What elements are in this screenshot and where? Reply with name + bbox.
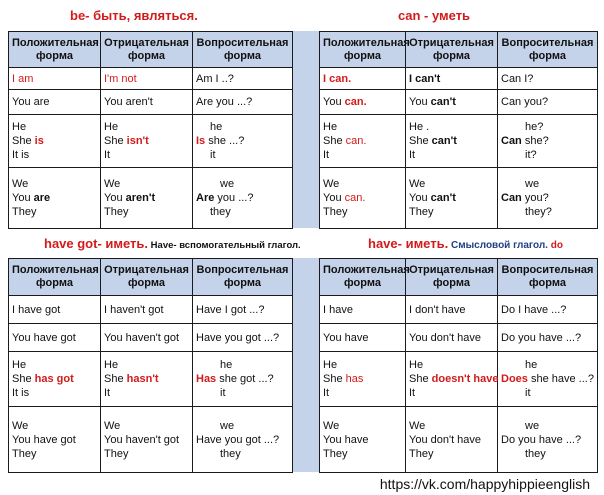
can-r1-positive: I can. [320,68,406,90]
verb-highlight: Has [196,373,217,385]
have-r2-negative: You don't have [406,324,498,352]
header-negative: Отрицательная форма [101,32,193,68]
header-positive: Положительная форма [9,32,101,68]
verb-highlight: Are [196,192,215,204]
be-title [70,8,198,23]
be-r1-negative: I'm not [101,68,193,90]
have-got-r4-negative: We You haven't got They [101,407,193,473]
header-negative: Отрицательная форма [406,32,498,68]
be-r3-negative: He She isn't It [101,115,193,168]
can-r3-negative: He . She can't It [406,115,498,168]
header-question: Вопросительная форма [498,32,598,68]
header-negative: Отрицательная форма [406,259,498,296]
verb-highlight: Can [501,192,522,204]
be-r4-negative: We You aren't They [101,168,193,229]
have-got-title [44,236,301,251]
be-title-verb: be- [70,8,90,23]
have-title-verb: have- иметь. [368,236,449,251]
header-question: Вопросительная форма [193,32,293,68]
header-negative: Отрицательная форма [101,259,193,296]
have-table [319,258,598,473]
verb-highlight: Does [501,373,528,385]
can-r3-question: he? Can she? it? [498,115,598,168]
can-r1-negative: I can't [406,68,498,90]
verb-highlight: Can [501,135,522,147]
be-r3-positive: He She is It is [9,115,101,168]
verb-highlight: can't [430,96,456,108]
have-got-r3-positive: He She has got It is [9,352,101,407]
be-r2-negative: You aren't [101,90,193,115]
header-positive: Положительная форма [320,259,406,296]
can-r4-question: we Can you? they? [498,168,598,229]
can-title [398,8,470,23]
verb-highlight: has [345,373,364,385]
verb-highlight: are [33,192,51,204]
be-title-meaning: быть, являться. [89,8,198,23]
have-got-r1-negative: I haven't got [101,296,193,324]
have-title-do: do [547,240,563,251]
have-got-title-verb: have got- иметь. [44,236,149,251]
can-r4-positive: We You can. They [320,168,406,229]
be-r2-question: Are you ...? [193,90,293,115]
have-r2-question: Do you have ...? [498,324,598,352]
verb-highlight: doesn't have [431,373,499,385]
verb-highlight: aren't [125,192,156,204]
have-got-r2-question: Have you got ...? [193,324,293,352]
verb-highlight: Is [196,135,206,147]
verb-highlight: has got [34,373,74,385]
have-got-r1-positive: I have got [9,296,101,324]
verb-highlight: can. [345,135,367,147]
have-r2-positive: You have [320,324,406,352]
source-link[interactable]: https://vk.com/happyhippieenglish [379,476,590,492]
have-got-r2-positive: You have got [9,324,101,352]
be-table [8,31,293,229]
be-r1-positive: I am [9,68,101,90]
can-title-meaning: - уметь [420,8,471,23]
have-got-r2-negative: You haven't got [101,324,193,352]
have-r3-negative: He She doesn't have It [406,352,498,407]
have-got-r3-negative: He She hasn't It [101,352,193,407]
can-r2-positive: You can. [320,90,406,115]
can-r1-question: Can I? [498,68,598,90]
be-r4-question: we Are you ...? they [193,168,293,229]
header-positive: Положительная форма [320,32,406,68]
have-r3-positive: He She has It [320,352,406,407]
be-r1-question: Am I ..? [193,68,293,90]
verb-highlight: isn't [126,135,149,147]
have-r1-negative: I don't have [406,296,498,324]
verb-highlight: can. [344,192,366,204]
be-r2-positive: You are [9,90,101,115]
verb-highlight: hasn't [126,373,159,385]
have-got-table [8,258,293,473]
have-title [368,236,563,251]
have-r3-question: he Does she have ...? it [498,352,598,407]
be-r4-positive: We You are They [9,168,101,229]
verb-highlight: can. [344,96,367,108]
header-question: Вопросительная форма [498,259,598,296]
can-title-verb: can [398,8,421,23]
divider-strip-bottom [292,258,319,472]
divider-strip-top [292,31,319,228]
verb-highlight: can't [430,192,456,204]
verb-highlight: can't [431,135,457,147]
have-r1-question: Do I have ...? [498,296,598,324]
can-table [319,31,598,229]
have-r4-question: we Do you have ...? they [498,407,598,473]
can-r2-question: Can you? [498,90,598,115]
header-question: Вопросительная форма [193,259,293,296]
have-got-title-note: Have- вспомогательный глагол. [148,240,301,251]
have-got-r4-question: we Have you got ...? they [193,407,293,473]
have-r1-positive: I have [320,296,406,324]
can-r2-negative: You can't [406,90,498,115]
can-r3-positive: He She can. It [320,115,406,168]
have-got-r3-question: he Has she got ...? it [193,352,293,407]
have-got-r4-positive: We You have got They [9,407,101,473]
have-title-note: Смысловой глагол. [448,240,548,251]
header-positive: Положительная форма [9,259,101,296]
have-r4-negative: We You don't have They [406,407,498,473]
be-r3-question: he Is she ...? it [193,115,293,168]
have-r4-positive: We You have They [320,407,406,473]
can-r4-negative: We You can't They [406,168,498,229]
verb-highlight: is [34,135,44,147]
have-got-r1-question: Have I got ...? [193,296,293,324]
